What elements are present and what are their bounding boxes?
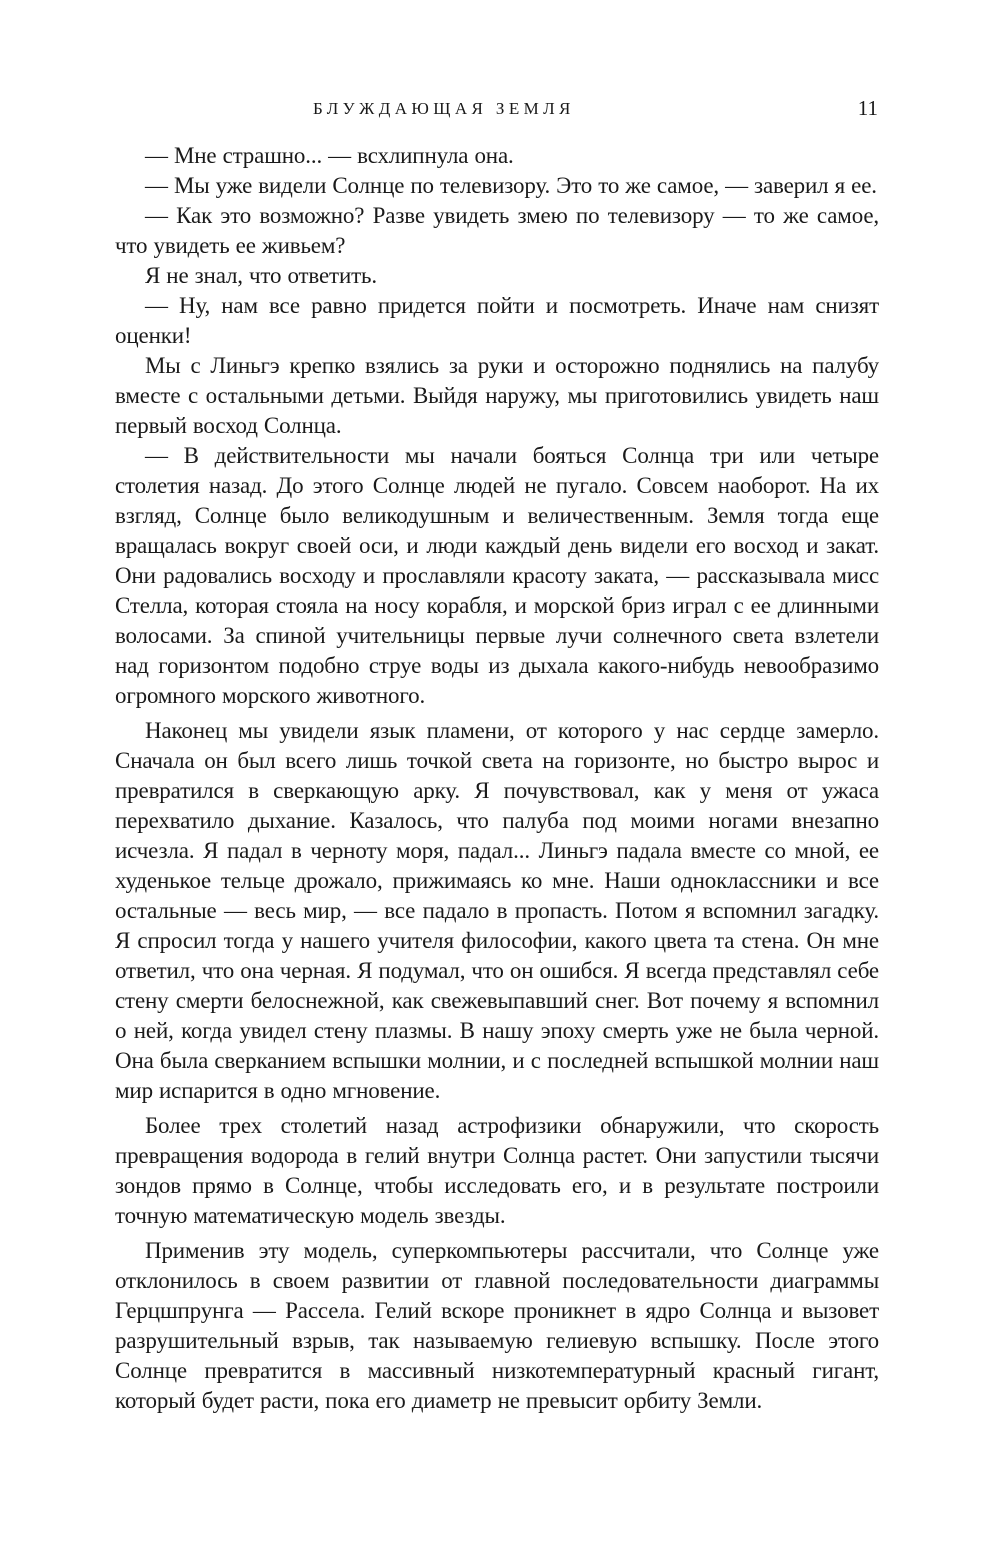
paragraph: — Как это возможно? Разве увидеть змею по телевизору — то же самое, что увидеть ее живьем?: [115, 203, 879, 258]
paragraph: Мы с Линьгэ крепко взялись за руки и осторожно поднялись на палубу вместе с остальными детьми. Выйдя наружу, мы приготовились увидеть наш первый восход Солнца.: [115, 353, 879, 438]
body-text: [115, 141, 879, 1416]
paragraph: Наконец мы увидели язык пламени, от которого у нас сердце замерло. Сначала он был всего лишь точкой света на горизонте, но быстро вырос и превратился в сверкающую арку. Я почувствовал, как у меня от ужаса перехватило дыхание. Казалось, что палуба под моими ногами внезапно исчезла. Я падал в черноту моря, падал... Линьгэ падала вместе со мной, ее худенькое тельце дрожало, прижимаясь ко мне. Наши одноклассники и все остальные — весь мир, — все падало в пропасть. Потом я вспомнил загадку. Я спросил тогда у нашего учителя философии, какого цвета та стена. Он мне ответил, что она черная. Я подумал, что он ошибся. Я всегда представлял себе стену смерти белоснежной, как свежевыпавший снег. Вот почему я вспомнил о ней, когда увидел стену плазмы. В нашу эпоху смерть уже не была черной. Она была сверканием вспышки молнии, и с последней вспышкой молнии наш мир испарится в одно мгновение.: [115, 718, 879, 1103]
page-number: 11: [857, 96, 878, 120]
paragraph: — Ну, нам все равно придется пойти и посмотреть. Иначе нам снизят оценки!: [115, 293, 879, 348]
paragraph: Более трех столетий назад астрофизики обнаружили, что скорость превращения водорода в гелий внутри Солнца растет. Они запустили тысячи зондов прямо в Солнце, чтобы исследовать его, и в результате построили точную математическую модель звезды.: [115, 1113, 879, 1228]
paragraph: — Мне страшно... — всхлипнула она.: [145, 143, 514, 168]
running-header: [0, 96, 1000, 126]
paragraph: — В действительности мы начали бояться Солнца три или четыре столетия назад. До этого Солнце людей не пугало. Совсем наоборот. На их взгляд, Солнце было великодушным и величественным. Земля тогда еще вращалась вокруг своей оси, и люди каждый день видели его восход и закат. Они радовались восходу и прославляли красоту заката, — рассказывала мисс Стелла, которая стояла на носу корабля, и морской бриз играл с ее длинными волосами. За спиной учительницы первые лучи солнечного света взлетели над горизонтом подобно струе воды из дыхала какого-нибудь невообразимо огромного морского животного.: [115, 443, 879, 708]
paragraph: Применив эту модель, суперкомпьютеры рассчитали, что Солнце уже отклонилось в своем развитии от главной последовательности диаграммы Герцшпрунга — Рассела. Гелий вскоре проникнет в ядро Солнца и вызовет разрушительный взрыв, так называемую гелиевую вспышку. После этого Солнце превратится в массивный низкотемпературный красный гигант, который будет расти, пока его диаметр не превысит орбиту Земли.: [115, 1238, 879, 1413]
running-title: БЛУЖДАЮЩАЯ ЗЕМЛЯ: [313, 99, 575, 118]
paragraph: — Мы уже видели Солнце по телевизору. Это то же самое, — заверил я ее.: [145, 173, 877, 198]
paragraph: Я не знал, что ответить.: [145, 263, 377, 288]
